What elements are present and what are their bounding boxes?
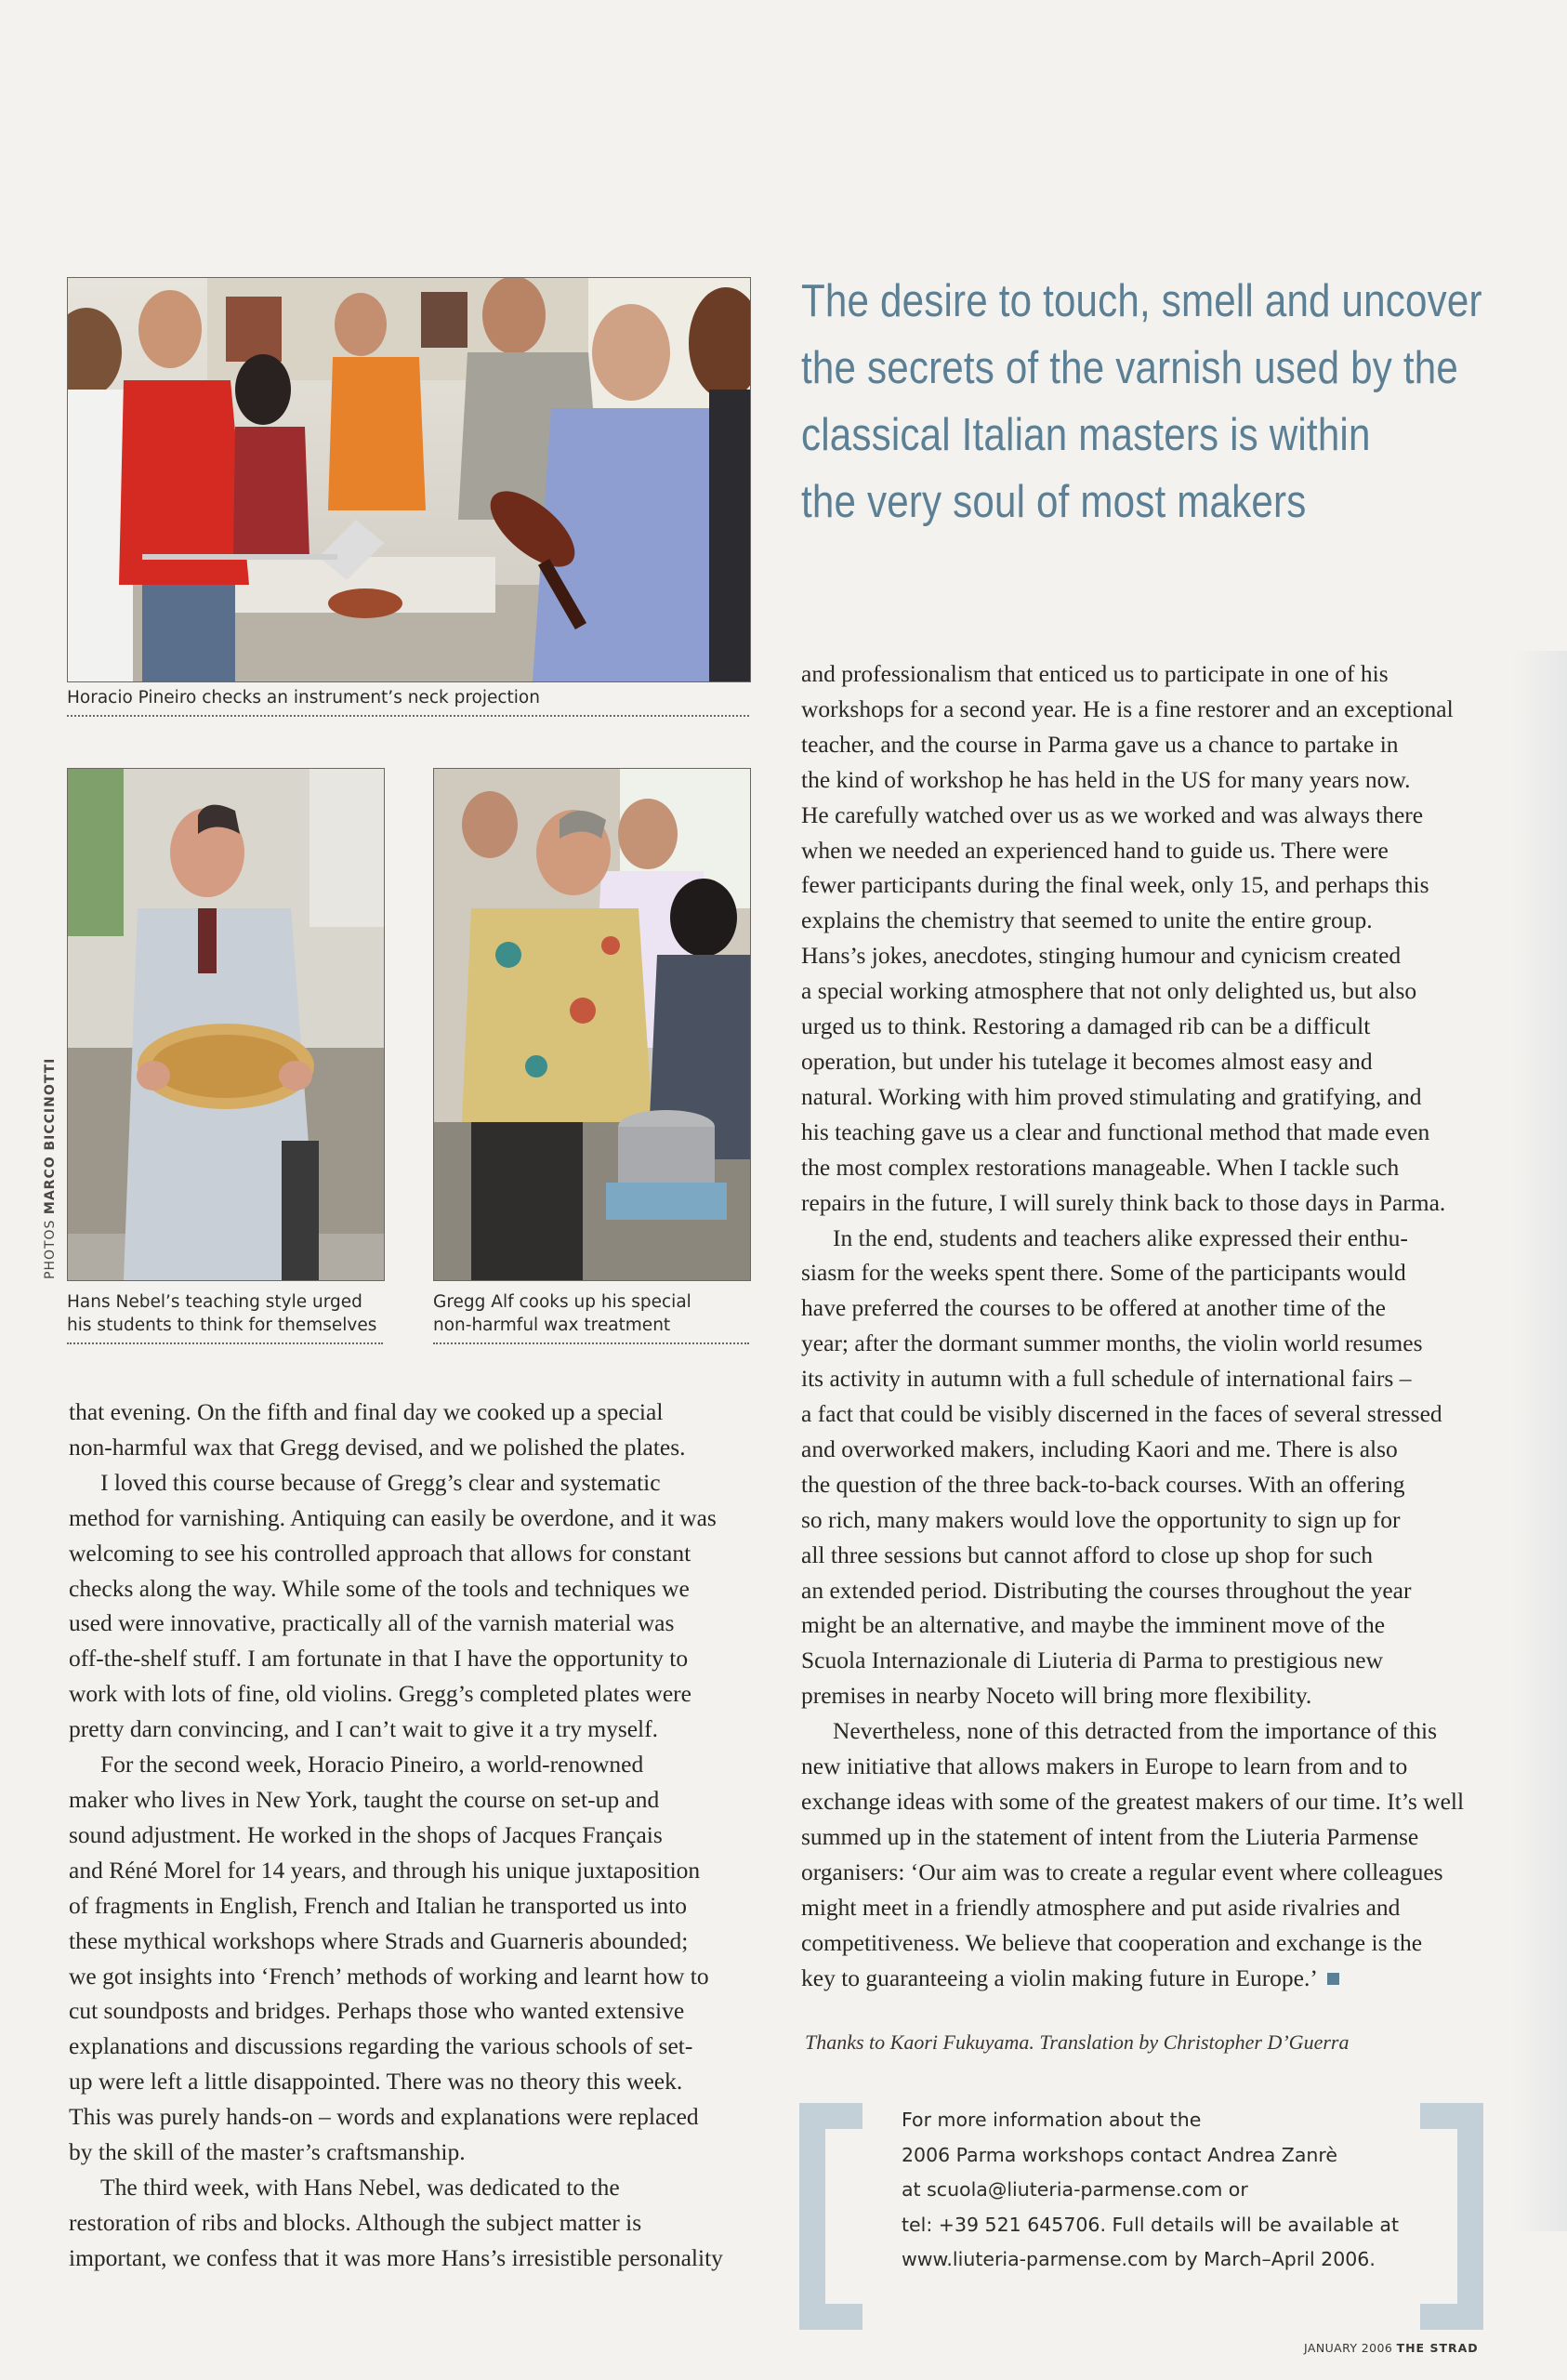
text-line: year; after the dormant summer months, the violin world resumes xyxy=(801,1329,1423,1357)
info-line: tel: +39 521 645706. Full details will be available at xyxy=(902,2213,1400,2236)
text-line: and overworked makers, including Kaori and me. There is also xyxy=(801,1435,1398,1462)
text-line: The third week, with Hans Nebel, was dedicated to the xyxy=(100,2173,620,2201)
end-mark-icon xyxy=(1327,1973,1339,1985)
text-line: all three sessions but cannot afford to close up shop for such xyxy=(801,1540,1373,1568)
text-line: checks along the way. While some of the tools and techniques we xyxy=(69,1574,690,1602)
text-line: restoration of ribs and blocks. Although the subject matter is xyxy=(69,2208,642,2236)
text-line: important, we confess that it was more Hans’s irresistible personality xyxy=(69,2243,723,2271)
text-line: these mythical workshops where Strads and Guarneris abounded; xyxy=(69,1926,689,1954)
text-line: new initiative that allows makers in Europe to learn from and to xyxy=(801,1752,1408,1780)
info-line: www.liuteria-parmense.com by March–April 2006. xyxy=(902,2248,1376,2270)
text-line: natural. Working with him proved stimulating and gratifying, and xyxy=(801,1082,1422,1110)
text-line: premises in nearby Noceto will bring more flexibility. xyxy=(801,1682,1312,1710)
text-line: He carefully watched over us as we worked and was always there xyxy=(801,800,1424,828)
text-line: In the end, students and teachers alike expressed their enthu- xyxy=(833,1223,1408,1251)
folio-magazine: THE STRAD xyxy=(1396,2341,1479,2355)
text-line: For the second week, Horacio Pineiro, a world-renowned xyxy=(100,1751,644,1778)
text-line: fewer participants during the final week, only 15, and perhaps this xyxy=(801,871,1429,899)
text-line: key to guaranteeing a violin making future in Europe.’ xyxy=(801,1964,1318,1991)
text-line: method for varnishing. Antiquing can easily be overdone, and it was xyxy=(69,1503,717,1531)
text-line: This was purely hands-on – words and explanations were replaced xyxy=(69,2103,699,2131)
body-column-right xyxy=(801,656,1464,1995)
text-line: the kind of workshop he has held in the US for many years now. xyxy=(801,765,1411,793)
text-line: Scuola Internazionale di Liuteria di Parma to prestigious new xyxy=(801,1646,1383,1674)
pull-quote-line: The desire to touch, smell and uncover xyxy=(801,276,1482,326)
text-line: organisers: ‘Our aim was to create a regular event where colleagues xyxy=(801,1858,1443,1885)
text-line: pretty darn convincing, and I can’t wait to give it a try myself. xyxy=(69,1715,659,1743)
folio-date: JANUARY 2006 xyxy=(1304,2341,1393,2355)
text-line: welcoming to see his controlled approach that allows for constant xyxy=(69,1539,691,1567)
text-line: teacher, and the course in Parma gave us a chance to partake in xyxy=(801,730,1399,758)
info-line: at scuola@liuteria-parmense.com or xyxy=(902,2178,1248,2201)
text-line: a special working atmosphere that not only delighted us, but also xyxy=(801,977,1417,1005)
text-line: we got insights into ‘French’ methods of working and learnt how to xyxy=(69,1962,709,1990)
text-line: siasm for the weeks spent there. Some of the participants would xyxy=(801,1259,1406,1287)
text-line: explanations and discussions regarding the various schools of set- xyxy=(69,2032,693,2060)
text-line: so rich, many makers would love the opportunity to sign up for xyxy=(801,1505,1401,1533)
text-line: summed up in the statement of intent from the Liuteria Parmense xyxy=(801,1822,1419,1850)
caption-gregg-alf-line-1: Gregg Alf cooks up his special xyxy=(433,1292,691,1312)
text-line: work with lots of fine, old violins. Gregg’s completed plates were xyxy=(69,1680,691,1708)
text-line: Nevertheless, none of this detracted from the importance of this xyxy=(833,1717,1438,1745)
photo-credit-name: MARCO BICCINOTTI xyxy=(43,1057,58,1215)
pull-quote-line: the very soul of most makers xyxy=(801,477,1307,527)
text-line: non-harmful wax that Gregg devised, and we polished the plates. xyxy=(69,1433,686,1461)
text-line: by the skill of the master’s craftsmanship. xyxy=(69,2138,466,2166)
text-line-last xyxy=(801,1961,1464,1996)
text-line: an extended period. Distributing the courses throughout the year xyxy=(801,1576,1412,1604)
text-line: competitiveness. We believe that cooperation and exchange is the xyxy=(801,1928,1423,1956)
text-line: have preferred the courses to be offered at another time of the xyxy=(801,1294,1386,1322)
text-line: cut soundposts and bridges. Perhaps those who wanted extensive xyxy=(69,1997,685,2025)
text-line: off-the-shelf stuff. I am fortunate in that I have the opportunity to xyxy=(69,1645,689,1673)
text-line: up were left a little disappointed. There was no theory this week. xyxy=(69,2068,683,2096)
text-line: a fact that could be visibly discerned in the faces of several stressed xyxy=(801,1400,1442,1428)
text-line: might meet in a friendly atmosphere and put aside rivalries and xyxy=(801,1893,1401,1921)
caption-hans-nebel-line-2: his students to think for themselves xyxy=(67,1316,377,1335)
photo-neck-projection xyxy=(67,277,751,682)
text-line: might be an alternative, and maybe the imminent move of the xyxy=(801,1611,1386,1639)
gregg-alf-image xyxy=(434,769,750,1280)
text-line: and Réné Morel for 14 years, and through his unique juxtaposition xyxy=(69,1856,701,1884)
pull-quote xyxy=(801,268,1482,536)
caption-gregg-alf-line-2: non-harmful wax treatment xyxy=(433,1316,671,1335)
text-line: used were innovative, practically all of the varnish material was xyxy=(69,1609,675,1637)
text-line: I loved this course because of Gregg’s clear and systematic xyxy=(100,1468,661,1496)
info-box xyxy=(902,2103,1400,2278)
left-bracket-icon xyxy=(799,2103,863,2330)
text-line: Hans’s jokes, anecdotes, stinging humour and cynicism created xyxy=(801,942,1402,970)
info-line: 2006 Parma workshops contact Andrea Zanrè xyxy=(902,2143,1337,2166)
text-line: that evening. On the fifth and final day we cooked up a special xyxy=(69,1398,664,1425)
text-line: operation, but under his tutelage it becomes almost easy and xyxy=(801,1047,1373,1075)
text-line: urged us to think. Restoring a damaged rib can be a difficult xyxy=(801,1012,1371,1040)
hans-nebel-image xyxy=(68,769,384,1280)
photo-gregg-alf xyxy=(433,768,751,1281)
pull-quote-line: classical Italian masters is within xyxy=(801,410,1371,460)
body-column-left xyxy=(69,1395,723,2276)
photo-credit xyxy=(43,1058,58,1279)
text-line: sound adjustment. He worked in the shops of Jacques Français xyxy=(69,1820,663,1848)
photo-credit-label: PHOTOS xyxy=(43,1219,58,1279)
photo-caption xyxy=(67,686,749,717)
folio xyxy=(1304,2341,1479,2355)
text-line: explains the chemistry that seemed to unite the entire group. xyxy=(801,906,1373,934)
caption-neck-projection: Horacio Pineiro checks an instrument’s neck projection xyxy=(67,688,540,707)
page-edge-shadow xyxy=(1511,651,1567,2231)
text-line: when we needed an experienced hand to guide us. There were xyxy=(801,836,1389,864)
text-line: of fragments in English, French and Italian he transported us into xyxy=(69,1891,687,1919)
photo-caption xyxy=(433,1290,749,1344)
text-line: its activity in autumn with a full schedule of international fairs – xyxy=(801,1365,1412,1393)
text-line: the most complex restorations manageable. When I tackle such xyxy=(801,1153,1400,1181)
caption-hans-nebel-line-1: Hans Nebel’s teaching style urged xyxy=(67,1292,362,1312)
text-line: workshops for a second year. He is a fine restorer and an exceptional xyxy=(801,694,1454,722)
right-bracket-icon xyxy=(1420,2103,1483,2330)
text-line: maker who lives in New York, taught the course on set-up and xyxy=(69,1785,660,1813)
photo-caption xyxy=(67,1290,383,1344)
workshop-group-image xyxy=(68,278,750,681)
info-line: For more information about the xyxy=(902,2109,1202,2131)
text-line: the question of the three back-to-back courses. With an offering xyxy=(801,1470,1405,1498)
photo-hans-nebel xyxy=(67,768,385,1281)
pull-quote-line: the secrets of the varnish used by the xyxy=(801,343,1458,393)
acknowledgement: Thanks to Kaori Fukuyama. Translation by Christopher D’Guerra xyxy=(805,2030,1350,2054)
text-line: repairs in the future, I will surely think back to those days in Parma. xyxy=(801,1188,1446,1216)
text-line: exchange ideas with some of the greatest makers of our time. It’s well xyxy=(801,1788,1465,1815)
text-line: and professionalism that enticed us to participate in one of his xyxy=(801,660,1389,687)
text-line: his teaching gave us a clear and functional method that made even xyxy=(801,1117,1430,1145)
